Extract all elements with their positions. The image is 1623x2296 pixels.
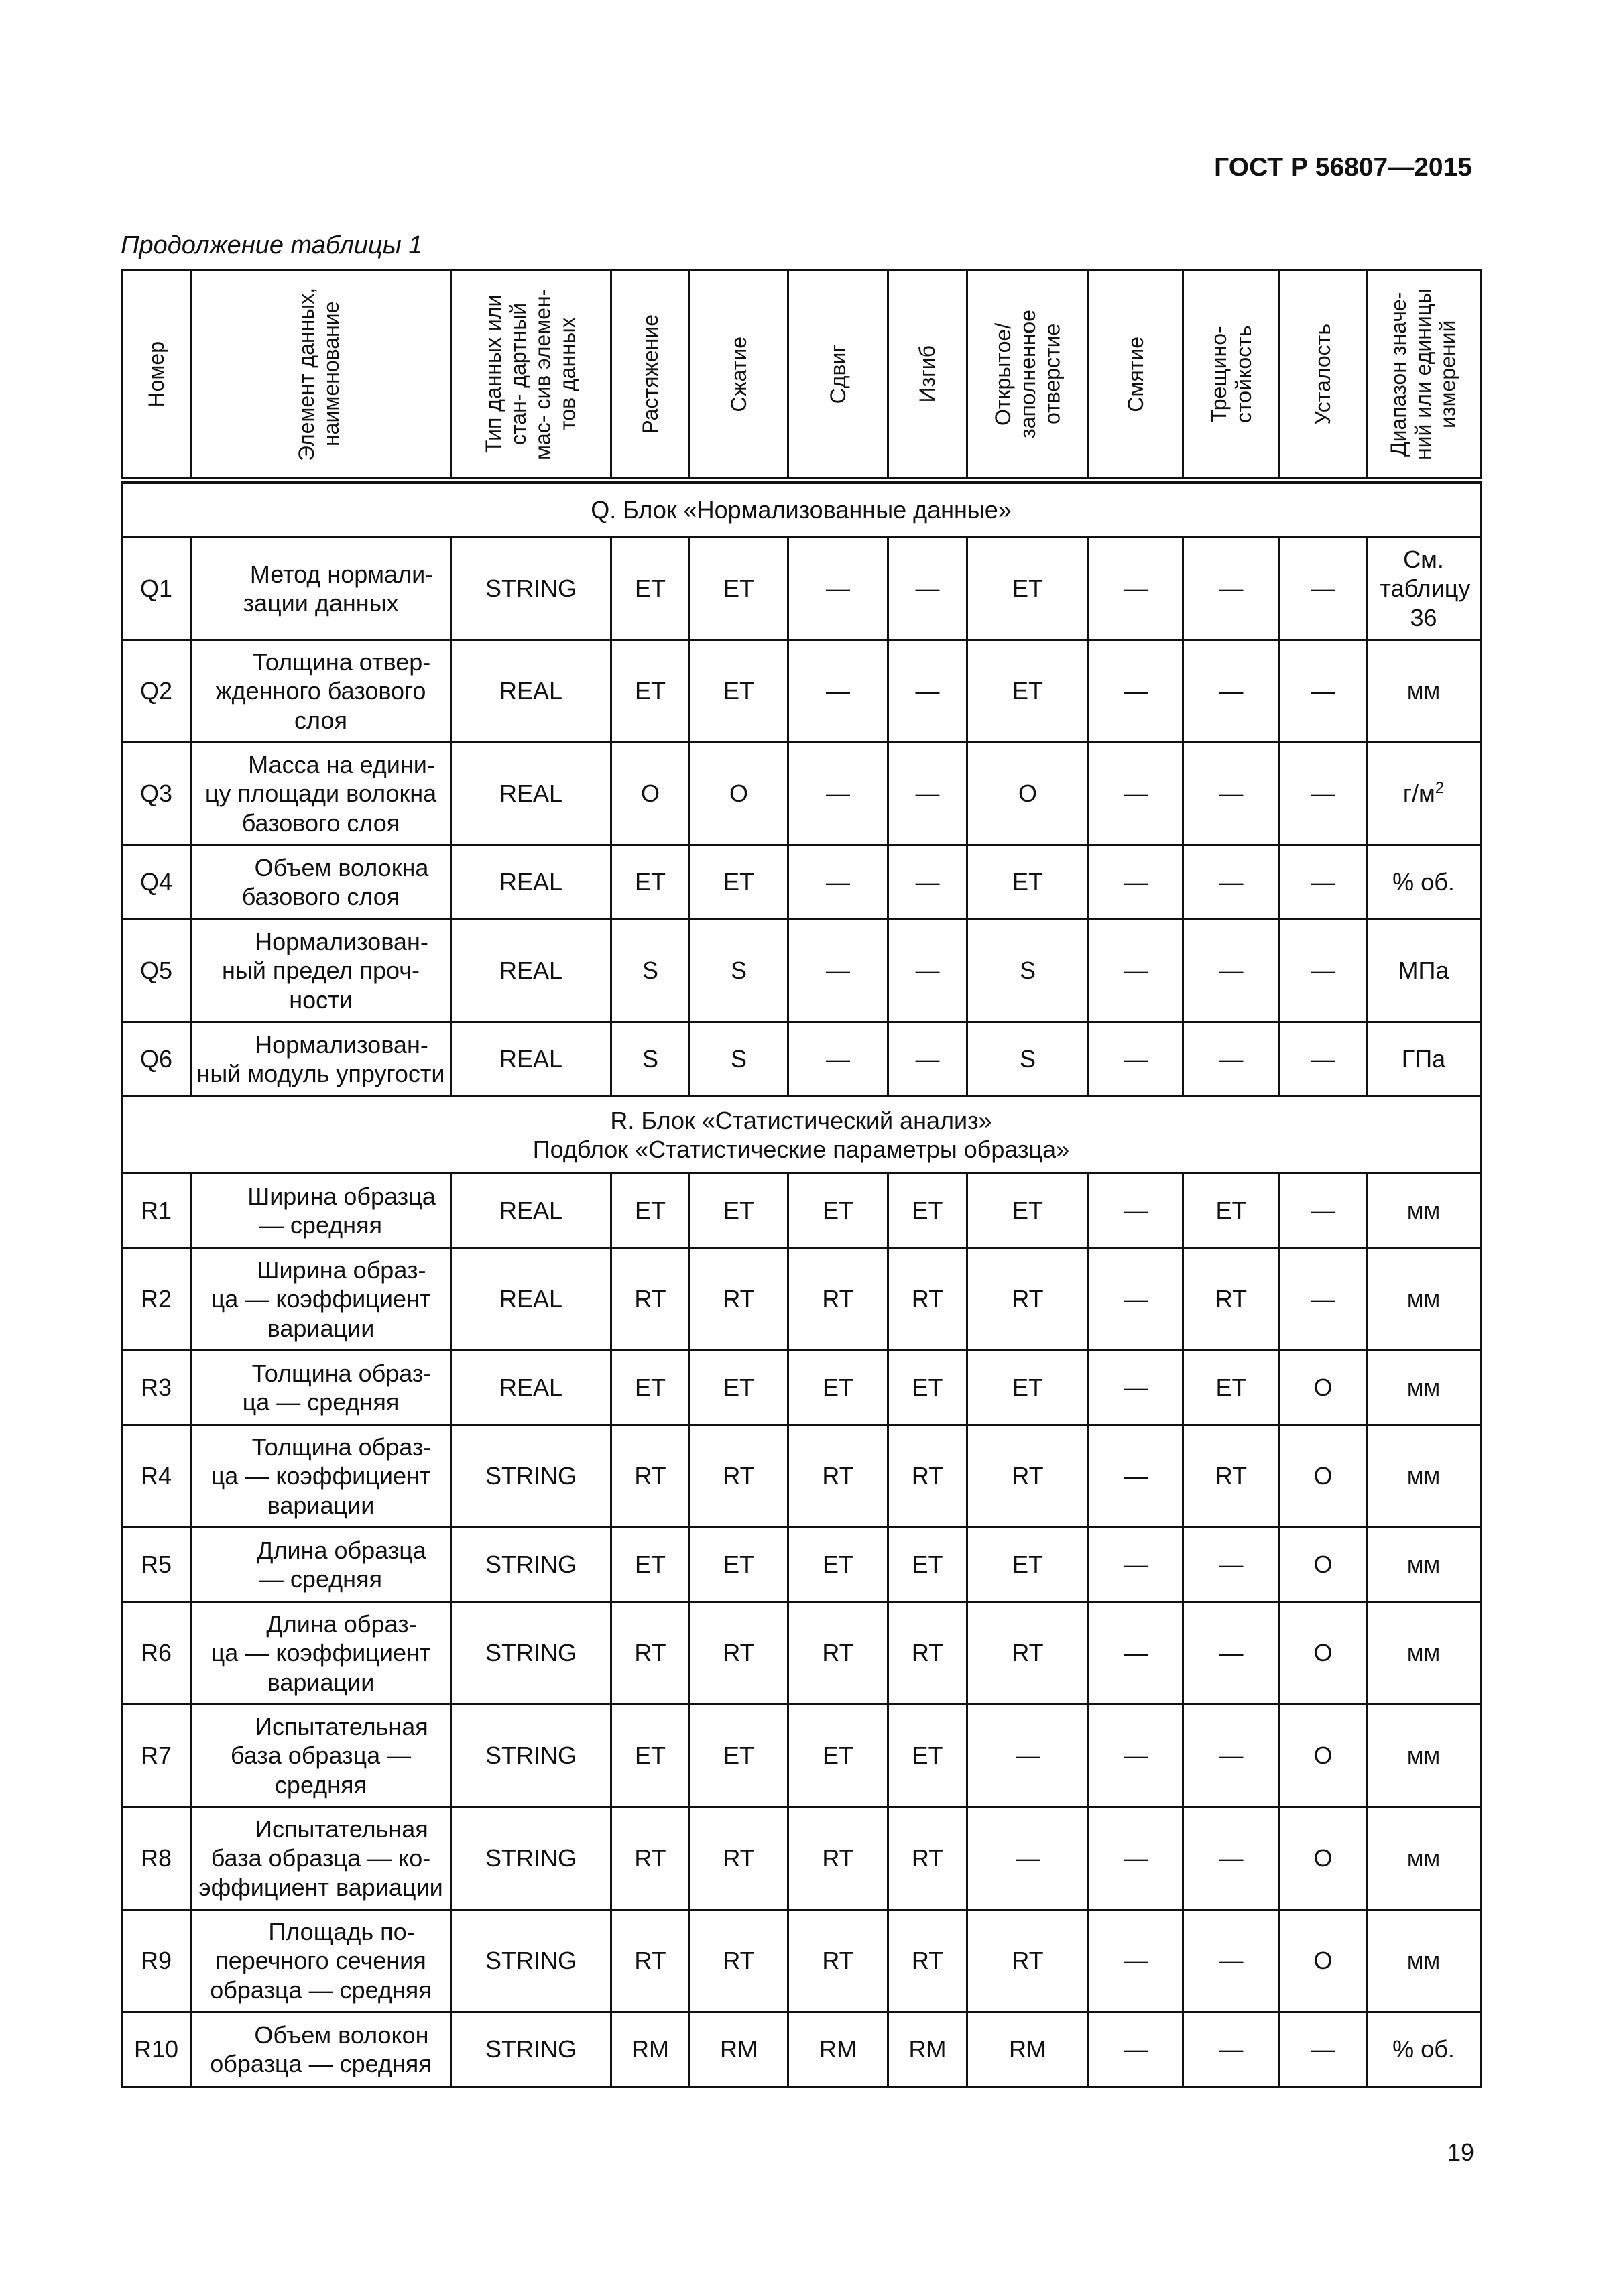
- element-name-cell: [191, 1602, 451, 1705]
- units-cell: [1367, 743, 1481, 845]
- test-type-cell: —: [1089, 1174, 1183, 1248]
- units-text: мм: [1406, 1462, 1441, 1490]
- element-name-first-line: Масса на едини-: [248, 751, 435, 779]
- test-type-cell: ET: [967, 845, 1089, 920]
- test-type-cell: RM: [611, 2012, 690, 2087]
- test-type-cell: —: [1089, 2012, 1183, 2087]
- data-type-cell: STRING: [451, 1528, 611, 1602]
- test-type-cell: RT: [611, 1248, 690, 1351]
- row-number-cell: R4: [122, 1425, 191, 1528]
- table-row: [122, 538, 1481, 640]
- test-type-cell: —: [788, 920, 888, 1022]
- units-cell: [1367, 1528, 1481, 1602]
- element-name-rest: ный модуль упругости: [196, 1060, 445, 1087]
- test-type-cell: S: [611, 920, 690, 1022]
- table-row: [122, 743, 1481, 845]
- table-row: [122, 920, 1481, 1022]
- units-text: % об.: [1392, 868, 1455, 896]
- element-name-first-line: Объем волокна: [254, 853, 429, 882]
- test-type-cell: O: [611, 743, 690, 845]
- table-row: [122, 1705, 1481, 1807]
- test-type-cell: —: [1089, 1248, 1183, 1351]
- table-row: [122, 1910, 1481, 2012]
- test-type-cell: RT: [888, 1248, 967, 1351]
- units-text: ГПа: [1401, 1045, 1446, 1073]
- test-type-cell: —: [788, 743, 888, 845]
- data-type-cell: REAL: [451, 1248, 611, 1351]
- units-cell: [1367, 1602, 1481, 1705]
- test-type-cell: —: [1280, 538, 1367, 640]
- test-type-cell: RT: [1183, 1248, 1280, 1351]
- element-name-first-line: Толщина образ-: [251, 1433, 432, 1461]
- test-type-cell: ET: [690, 538, 788, 640]
- section-q-header: [122, 481, 1481, 538]
- test-type-cell: —: [1280, 1022, 1367, 1097]
- data-type-cell: STRING: [451, 2012, 611, 2087]
- test-type-cell: S: [611, 1022, 690, 1097]
- units-cell: [1367, 920, 1481, 1022]
- row-number-cell: Q3: [122, 743, 191, 845]
- test-type-cell: —: [1183, 920, 1280, 1022]
- element-name-rest: перечного сечения образца — средняя: [210, 1947, 432, 2004]
- col-header-shear: Сдвиг: [788, 271, 888, 481]
- data-type-cell: STRING: [451, 538, 611, 640]
- units-text: мм: [1406, 1197, 1441, 1225]
- section-r-header: [122, 1097, 1481, 1174]
- col-header-number: Номер: [122, 271, 191, 481]
- row-number-cell: R6: [122, 1602, 191, 1705]
- test-type-cell: —: [967, 1807, 1089, 1910]
- element-name-cell: [191, 1248, 451, 1351]
- data-type-cell: STRING: [451, 1425, 611, 1528]
- test-type-cell: ET: [888, 1351, 967, 1425]
- section-title-text: R. Блок «Статистический анализ»: [610, 1106, 992, 1134]
- element-name-rest: ный предел проч- ности: [222, 957, 420, 1014]
- row-number-cell: R8: [122, 1807, 191, 1910]
- test-type-cell: RT: [888, 1602, 967, 1705]
- section-q-header-title: [122, 481, 1481, 538]
- data-type-cell: REAL: [451, 1022, 611, 1097]
- test-type-cell: RT: [611, 1425, 690, 1528]
- test-type-cell: —: [888, 640, 967, 743]
- data-type-cell: REAL: [451, 743, 611, 845]
- element-name-first-line: Длина образца: [257, 1536, 426, 1564]
- units-text: мм: [1406, 1374, 1441, 1402]
- test-type-cell: RT: [690, 1425, 788, 1528]
- col-header-name: Элемент данных, наименование: [191, 271, 451, 481]
- test-type-cell: RT: [788, 1602, 888, 1705]
- test-type-cell: ET: [611, 1705, 690, 1807]
- units-cell: [1367, 1351, 1481, 1425]
- test-type-cell: ET: [888, 1705, 967, 1807]
- test-type-cell: —: [1280, 845, 1367, 920]
- col-header-compression: Сжатие: [690, 271, 788, 481]
- test-type-cell: O: [1280, 1602, 1367, 1705]
- test-type-cell: —: [1089, 743, 1183, 845]
- test-type-cell: ET: [611, 1351, 690, 1425]
- test-type-cell: —: [1183, 640, 1280, 743]
- test-type-cell: ET: [788, 1705, 888, 1807]
- section-r-header-title: [122, 1097, 1481, 1174]
- test-type-cell: —: [1280, 2012, 1367, 2087]
- data-type-cell: REAL: [451, 920, 611, 1022]
- data-type-cell: REAL: [451, 640, 611, 743]
- units-cell: [1367, 1425, 1481, 1528]
- units-cell: [1367, 1248, 1481, 1351]
- test-type-cell: —: [788, 1022, 888, 1097]
- element-name-first-line: Испытательная: [255, 1815, 428, 1844]
- data-type-cell: STRING: [451, 1602, 611, 1705]
- test-type-cell: RM: [788, 2012, 888, 2087]
- row-number-cell: Q6: [122, 1022, 191, 1097]
- element-name-cell: [191, 538, 451, 640]
- test-type-cell: —: [788, 640, 888, 743]
- test-type-cell: —: [1183, 743, 1280, 845]
- table-row: [122, 2012, 1481, 2087]
- test-type-cell: —: [1183, 1807, 1280, 1910]
- element-name-rest: зации данных: [243, 589, 399, 617]
- test-type-cell: RT: [788, 1248, 888, 1351]
- table-continuation-caption: Продолжение таблицы 1: [121, 231, 423, 259]
- element-name-cell: [191, 920, 451, 1022]
- test-type-cell: RT: [690, 1910, 788, 2012]
- row-number-cell: Q1: [122, 538, 191, 640]
- element-name-rest: жденного базового слоя: [215, 677, 426, 734]
- table-row: [122, 1351, 1481, 1425]
- test-type-cell: RT: [1183, 1425, 1280, 1528]
- element-name-rest: ца — средняя: [242, 1388, 400, 1416]
- element-name-rest: базового слоя: [241, 883, 400, 910]
- element-name-rest: ца — коэффициент вариации: [211, 1285, 431, 1342]
- units-text: мм: [1406, 1551, 1441, 1579]
- row-number-cell: Q2: [122, 640, 191, 743]
- test-type-cell: RT: [611, 1910, 690, 2012]
- test-type-cell: —: [888, 845, 967, 920]
- test-type-cell: ET: [888, 1528, 967, 1602]
- test-type-cell: ET: [1183, 1351, 1280, 1425]
- test-type-cell: ET: [690, 845, 788, 920]
- data-elements-table: [121, 269, 1482, 2088]
- test-type-cell: ET: [611, 538, 690, 640]
- test-type-cell: ET: [967, 1174, 1089, 1248]
- units-text: мм: [1406, 1947, 1441, 1975]
- test-type-cell: —: [1089, 538, 1183, 640]
- element-name-cell: [191, 1022, 451, 1097]
- test-type-cell: ET: [967, 1351, 1089, 1425]
- units-text: мм: [1406, 1844, 1441, 1872]
- test-type-cell: O: [690, 743, 788, 845]
- element-name-cell: [191, 1425, 451, 1528]
- test-type-cell: RT: [888, 1807, 967, 1910]
- test-type-cell: S: [967, 920, 1089, 1022]
- test-type-cell: RM: [888, 2012, 967, 2087]
- units-cell: [1367, 1807, 1481, 1910]
- units-text: % об.: [1392, 2035, 1455, 2063]
- test-type-cell: O: [1280, 1425, 1367, 1528]
- test-type-cell: ET: [967, 1528, 1089, 1602]
- units-cell: [1367, 1174, 1481, 1248]
- element-name-first-line: Нормализован-: [255, 928, 428, 956]
- table-row: [122, 845, 1481, 920]
- data-type-cell: STRING: [451, 1807, 611, 1910]
- test-type-cell: O: [1280, 1807, 1367, 1910]
- element-name-cell: [191, 1910, 451, 2012]
- table-row: [122, 1602, 1481, 1705]
- element-name-cell: [191, 1351, 451, 1425]
- test-type-cell: S: [967, 1022, 1089, 1097]
- test-type-cell: —: [1183, 845, 1280, 920]
- test-type-cell: O: [967, 743, 1089, 845]
- units-text: мм: [1406, 1742, 1441, 1770]
- test-type-cell: ET: [788, 1174, 888, 1248]
- col-header-type: Тип данных или стан- дартный мас- сив элемен- тов данных: [451, 271, 611, 481]
- test-type-cell: ET: [690, 1351, 788, 1425]
- test-type-cell: RT: [690, 1248, 788, 1351]
- test-type-cell: RT: [967, 1425, 1089, 1528]
- test-type-cell: —: [1089, 1602, 1183, 1705]
- test-type-cell: ET: [967, 538, 1089, 640]
- element-name-first-line: Нормализован-: [255, 1030, 428, 1059]
- test-type-cell: —: [788, 538, 888, 640]
- table-row: [122, 1174, 1481, 1248]
- row-number-cell: R3: [122, 1351, 191, 1425]
- test-type-cell: —: [1280, 920, 1367, 1022]
- table-row: [122, 640, 1481, 743]
- units-text: мм: [1406, 677, 1441, 705]
- test-type-cell: —: [1089, 845, 1183, 920]
- element-name-first-line: Объем волокон: [254, 2020, 429, 2049]
- test-type-cell: ET: [611, 1174, 690, 1248]
- test-type-cell: RT: [690, 1807, 788, 1910]
- test-type-cell: RT: [888, 1425, 967, 1528]
- test-type-cell: RT: [788, 1425, 888, 1528]
- col-header-bending: Изгиб: [888, 271, 967, 481]
- element-name-first-line: Метод нормали-: [249, 560, 434, 588]
- data-type-cell: REAL: [451, 1174, 611, 1248]
- test-type-cell: —: [888, 743, 967, 845]
- element-name-cell: [191, 1528, 451, 1602]
- test-type-cell: —: [1183, 1022, 1280, 1097]
- element-name-cell: [191, 2012, 451, 2087]
- test-type-cell: ET: [967, 640, 1089, 743]
- element-name-first-line: Толщина образ-: [251, 1359, 432, 1387]
- units-cell: [1367, 538, 1481, 640]
- test-type-cell: —: [788, 845, 888, 920]
- test-type-cell: —: [1089, 920, 1183, 1022]
- test-type-cell: —: [1183, 1910, 1280, 2012]
- row-number-cell: R1: [122, 1174, 191, 1248]
- test-type-cell: —: [888, 1022, 967, 1097]
- units-text: См. таблицу 36: [1380, 546, 1471, 631]
- test-type-cell: —: [1089, 1705, 1183, 1807]
- row-number-cell: R5: [122, 1528, 191, 1602]
- element-name-rest: ца — коэффициент вариации: [211, 1639, 431, 1696]
- units-text: мм: [1406, 1285, 1441, 1313]
- data-type-cell: STRING: [451, 1910, 611, 2012]
- test-type-cell: —: [1089, 1807, 1183, 1910]
- test-type-cell: —: [1183, 1602, 1280, 1705]
- test-type-cell: RM: [690, 2012, 788, 2087]
- page-number: 19: [1447, 2138, 1474, 2166]
- data-type-cell: REAL: [451, 845, 611, 920]
- element-name-rest: ца — коэффициент вариации: [211, 1462, 431, 1519]
- element-name-first-line: Испытательная: [255, 1713, 428, 1741]
- element-name-rest: база образца — средняя: [230, 1742, 412, 1799]
- test-type-cell: —: [1183, 2012, 1280, 2087]
- test-type-cell: ET: [788, 1351, 888, 1425]
- test-type-cell: RT: [788, 1807, 888, 1910]
- test-type-cell: RT: [967, 1248, 1089, 1351]
- col-header-fatigue: Усталость: [1280, 271, 1367, 481]
- test-type-cell: —: [1089, 1351, 1183, 1425]
- units-text: МПа: [1398, 957, 1449, 985]
- table-row: [122, 1807, 1481, 1910]
- test-type-cell: RT: [611, 1807, 690, 1910]
- test-type-cell: O: [1280, 1528, 1367, 1602]
- units-cell: [1367, 640, 1481, 743]
- test-type-cell: RT: [690, 1602, 788, 1705]
- test-type-cell: —: [1280, 1174, 1367, 1248]
- test-type-cell: ET: [690, 1174, 788, 1248]
- element-name-first-line: Ширина образца: [247, 1182, 436, 1210]
- test-type-cell: S: [690, 920, 788, 1022]
- test-type-cell: ET: [788, 1528, 888, 1602]
- row-number-cell: R10: [122, 2012, 191, 2087]
- element-name-cell: [191, 845, 451, 920]
- units-cell: [1367, 1910, 1481, 2012]
- test-type-cell: ET: [1183, 1174, 1280, 1248]
- element-name-rest: цу площади волокна базового слоя: [204, 780, 437, 837]
- test-type-cell: —: [1183, 1528, 1280, 1602]
- table-header-row: [122, 271, 1481, 481]
- element-name-rest: база образца — ко- эффициент вариации: [198, 1844, 443, 1901]
- test-type-cell: ET: [888, 1174, 967, 1248]
- test-type-cell: —: [1089, 1528, 1183, 1602]
- row-number-cell: Q4: [122, 845, 191, 920]
- test-type-cell: RT: [967, 1910, 1089, 2012]
- element-name-first-line: Толщина отвер-: [252, 648, 431, 676]
- test-type-cell: RT: [967, 1602, 1089, 1705]
- element-name-cell: [191, 640, 451, 743]
- test-type-cell: RT: [888, 1910, 967, 2012]
- col-header-tension: Растяжение: [611, 271, 690, 481]
- test-type-cell: O: [1280, 1910, 1367, 2012]
- section-title-text: Q. Блок «Нормализованные данные»: [591, 496, 1012, 524]
- test-type-cell: —: [1089, 1910, 1183, 2012]
- col-header-bearing: Смятие: [1089, 271, 1183, 481]
- table-row: [122, 1425, 1481, 1528]
- element-name-rest: — средняя: [259, 1565, 383, 1593]
- data-type-cell: STRING: [451, 1705, 611, 1807]
- test-type-cell: ET: [690, 1705, 788, 1807]
- test-type-cell: —: [888, 920, 967, 1022]
- document-id: ГОСТ Р 56807—2015: [1214, 153, 1472, 182]
- table-row: [122, 1248, 1481, 1351]
- units-cell: [1367, 1022, 1481, 1097]
- row-number-cell: R9: [122, 1910, 191, 2012]
- units-superscript: 2: [1435, 779, 1445, 798]
- test-type-cell: —: [1089, 1425, 1183, 1528]
- test-type-cell: —: [1089, 1022, 1183, 1097]
- test-type-cell: —: [1280, 1248, 1367, 1351]
- element-name-rest: образца — средняя: [210, 2050, 432, 2077]
- section-title-text: Подблок «Статистические параметры образца»: [532, 1136, 1070, 1163]
- test-type-cell: —: [967, 1705, 1089, 1807]
- test-type-cell: —: [1183, 538, 1280, 640]
- element-name-cell: [191, 743, 451, 845]
- test-type-cell: RT: [788, 1910, 888, 2012]
- units-cell: [1367, 845, 1481, 920]
- test-type-cell: ET: [611, 845, 690, 920]
- element-name-cell: [191, 1705, 451, 1807]
- element-name-rest: — средняя: [259, 1211, 383, 1239]
- test-type-cell: —: [1183, 1705, 1280, 1807]
- test-type-cell: S: [690, 1022, 788, 1097]
- test-type-cell: —: [888, 538, 967, 640]
- test-type-cell: ET: [690, 640, 788, 743]
- table-row: [122, 1022, 1481, 1097]
- element-name-cell: [191, 1807, 451, 1910]
- test-type-cell: RT: [611, 1602, 690, 1705]
- col-header-open-filled-hole: Открытое/ заполненное отверстие: [967, 271, 1089, 481]
- element-name-cell: [191, 1174, 451, 1248]
- test-type-cell: ET: [611, 1528, 690, 1602]
- data-type-cell: REAL: [451, 1351, 611, 1425]
- test-type-cell: O: [1280, 1705, 1367, 1807]
- test-type-cell: —: [1280, 640, 1367, 743]
- test-type-cell: ET: [611, 640, 690, 743]
- element-name-first-line: Площадь по-: [268, 1918, 415, 1946]
- row-number-cell: Q5: [122, 920, 191, 1022]
- row-number-cell: R2: [122, 1248, 191, 1351]
- test-type-cell: —: [1089, 640, 1183, 743]
- units-text: г/м: [1402, 780, 1435, 808]
- test-type-cell: ET: [690, 1528, 788, 1602]
- col-header-range-units: Диапазон значе- ний или единицы измерений: [1367, 271, 1481, 481]
- units-cell: [1367, 2012, 1481, 2087]
- element-name-first-line: Длина образ-: [266, 1610, 417, 1638]
- units-text: мм: [1406, 1639, 1441, 1667]
- row-number-cell: R7: [122, 1705, 191, 1807]
- table-row: [122, 1528, 1481, 1602]
- test-type-cell: RM: [967, 2012, 1089, 2087]
- element-name-first-line: Ширина образ-: [257, 1256, 426, 1284]
- units-cell: [1367, 1705, 1481, 1807]
- test-type-cell: —: [1280, 743, 1367, 845]
- test-type-cell: O: [1280, 1351, 1367, 1425]
- col-header-fracture-toughness: Трещино- стойкость: [1183, 271, 1280, 481]
